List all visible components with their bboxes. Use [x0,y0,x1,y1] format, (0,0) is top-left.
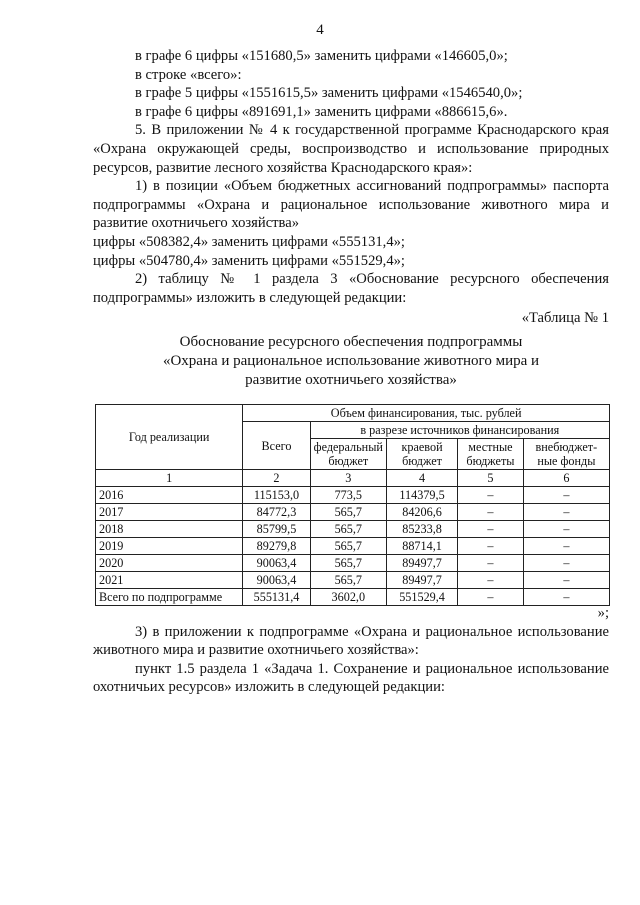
column-number-row [96,470,610,487]
cell-federal: 565,7 [310,555,386,572]
paragraph: в строке «всего»: [135,66,242,83]
cell-year: 2017 [96,504,243,521]
document-tail [93,604,609,697]
cell-year: 2019 [96,538,243,555]
funding-table [95,404,610,606]
column-number: 6 [523,470,609,487]
cell-offbudget: – [523,487,609,504]
cell-year: 2020 [96,555,243,572]
paragraph: 1) в позиции «Объем бюджетных ассигнований подпрограммы» паспорта подпрограммы «Охрана и рациональное использование животного мира и развитие охотничьего хозяйства» [93,178,609,232]
paragraph: 5. В приложении № 4 к государственной программе Краснодарского края «Охрана окружающей среды, воспроизводство и использование природных ресурсов, развитие лесного хозяйства Краснодарского края»: [93,122,609,176]
cell-federal: 3602,0 [310,589,386,606]
table-total-row [96,589,610,606]
cell-federal: 565,7 [310,572,386,589]
table-row [96,521,610,538]
cell-regional: 85233,8 [386,521,457,538]
table-row [96,487,610,504]
cell-regional: 551529,4 [386,589,457,606]
paragraph: в графе 6 цифры «891691,1» заменить цифрами «886615,6». [135,103,508,120]
cell-offbudget: – [523,572,609,589]
cell-offbudget: – [523,504,609,521]
cell-local: – [458,572,524,589]
cell-federal: 565,7 [310,504,386,521]
cell-year: 2018 [96,521,243,538]
header-year: Год реализации [96,405,243,470]
paragraph: 3) в приложении к подпрограмме «Охрана и рациональное использование животного мира и развитие охотничьего хозяйства»: [93,623,609,659]
table-title-line: Обоснование ресурсного обеспечения подпрограммы [179,334,523,350]
header-sources: в разрезе источников финансирования [310,422,609,439]
header-offbudget: внебюджет-ные фонды [523,439,609,470]
cell-total: 90063,4 [243,572,310,589]
table-title [93,333,609,390]
paragraph: цифры «504780,4» заменить цифрами «551529,4»; [93,252,405,269]
cell-offbudget: – [523,555,609,572]
header-federal: федеральный бюджет [310,439,386,470]
cell-year: 2021 [96,572,243,589]
cell-total: 555131,4 [243,589,310,606]
cell-local: – [458,521,524,538]
cell-local: – [458,555,524,572]
cell-total: 85799,5 [243,521,310,538]
cell-federal: 565,7 [310,538,386,555]
cell-offbudget: – [523,538,609,555]
cell-regional: 84206,6 [386,504,457,521]
cell-local: – [458,487,524,504]
table-reference: «Таблица № 1 [521,310,609,327]
document-body [93,47,609,328]
header-funding-volume: Объем финансирования, тыс. рублей [243,405,610,422]
cell-total-label: Всего по подпрограмме [96,589,243,606]
cell-total: 84772,3 [243,504,310,521]
cell-regional: 114379,5 [386,487,457,504]
page-number: 4 [316,22,324,38]
paragraph: в графе 6 цифры «151680,5» заменить цифрами «146605,0»; [135,48,508,64]
column-number: 3 [310,470,386,487]
cell-local: – [458,538,524,555]
closing-quote: »; [597,605,609,621]
cell-offbudget: – [523,521,609,538]
header-local: местные бюджеты [458,439,524,470]
column-number: 5 [458,470,524,487]
cell-total: 89279,8 [243,538,310,555]
table-title-line: «Охрана и рациональное использование животного мира и [162,353,540,369]
cell-year: 2016 [96,487,243,504]
table-title-line: развитие охотничьего хозяйства» [245,372,457,388]
column-number: 1 [96,470,243,487]
column-number: 2 [243,470,310,487]
cell-regional: 89497,7 [386,572,457,589]
cell-offbudget: – [523,589,609,606]
cell-regional: 89497,7 [386,555,457,572]
table-row [96,555,610,572]
header-total: Всего [243,422,310,470]
paragraph: в графе 5 цифры «1551615,5» заменить цифрами «1546540,0»; [135,85,523,102]
table-row [96,504,610,521]
table-header-row [96,405,610,422]
table-row [96,538,610,555]
cell-federal: 773,5 [310,487,386,504]
header-regional: краевой бюджет [386,439,457,470]
cell-total: 90063,4 [243,555,310,572]
cell-federal: 565,7 [310,521,386,538]
cell-local: – [458,504,524,521]
paragraph: пункт 1.5 раздела 1 «Задача 1. Сохранение и рациональное использование охотничьих ресурсов» изложить в следующей редакции: [93,660,609,696]
cell-total: 115153,0 [243,487,310,504]
column-number: 4 [386,470,457,487]
paragraph: 2) таблицу № 1 раздела 3 «Обоснование ресурсного обеспечения подпрограммы» изложить в следующей редакции: [93,271,609,306]
paragraph: цифры «508382,4» заменить цифрами «555131,4»; [93,233,405,250]
cell-regional: 88714,1 [386,538,457,555]
table-row [96,572,610,589]
cell-local: – [458,589,524,606]
